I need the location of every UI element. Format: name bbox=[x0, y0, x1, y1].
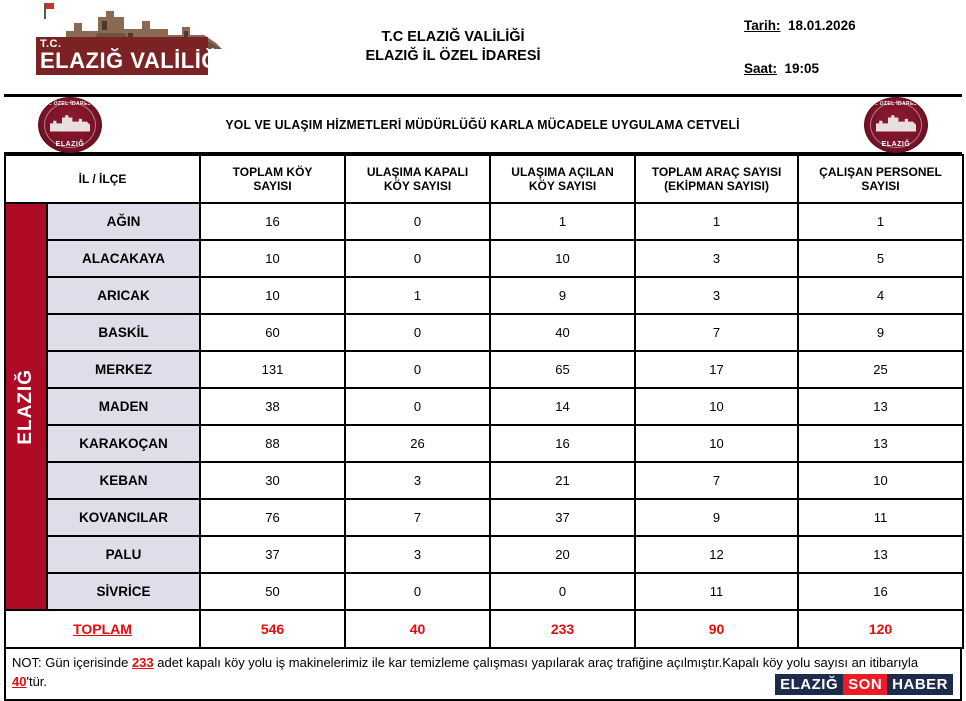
cell-kapali-koy: 0 bbox=[345, 203, 490, 240]
district-name: SİVRİCE bbox=[47, 573, 200, 610]
logo-province-label: ELAZIĞ VALİLİĞİ bbox=[40, 48, 226, 73]
cell-arac: 3 bbox=[635, 277, 798, 314]
cell-personel: 5 bbox=[798, 240, 963, 277]
total-toplam-koy: 546 bbox=[200, 610, 345, 648]
column-header-line2: KÖY SAYISI bbox=[528, 179, 597, 193]
district-name: MADEN bbox=[47, 388, 200, 425]
elazig-son-haber-watermark bbox=[774, 673, 954, 696]
banner-title: YOL VE ULAŞIM HİZMETLERİ MÜDÜRLÜĞÜ KARLA MÜCADELE UYGULAMA CETVELİ bbox=[225, 117, 741, 132]
cell-personel: 11 bbox=[798, 499, 963, 536]
cell-arac: 9 bbox=[635, 499, 798, 536]
cell-toplam-koy: 88 bbox=[200, 425, 345, 462]
cell-acilan-koy: 0 bbox=[490, 573, 635, 610]
table-header-row bbox=[5, 155, 963, 203]
column-header-toplam-arac bbox=[635, 155, 798, 203]
cell-acilan-koy: 9 bbox=[490, 277, 635, 314]
cell-acilan-koy: 21 bbox=[490, 462, 635, 499]
column-header-line2: KÖY SAYISI bbox=[383, 179, 452, 193]
cell-toplam-koy: 60 bbox=[200, 314, 345, 351]
table-row bbox=[5, 462, 963, 499]
cell-toplam-koy: 50 bbox=[200, 573, 345, 610]
total-arac: 90 bbox=[635, 610, 798, 648]
cell-acilan-koy: 37 bbox=[490, 499, 635, 536]
total-personel: 120 bbox=[798, 610, 963, 648]
table-row bbox=[5, 351, 963, 388]
cell-arac: 12 bbox=[635, 536, 798, 573]
note-highlight-opened-count: 233 bbox=[131, 655, 154, 670]
cell-kapali-koy: 0 bbox=[345, 388, 490, 425]
column-header-calisan-personel: ÇALIŞAN PERSONEL SAYISI bbox=[798, 155, 963, 203]
table-row bbox=[5, 573, 963, 610]
cell-toplam-koy: 37 bbox=[200, 536, 345, 573]
column-header-toplam-koy bbox=[200, 155, 345, 203]
valilik-logo bbox=[8, 3, 268, 91]
table-row bbox=[5, 277, 963, 314]
note-text-part3: 'tür. bbox=[26, 674, 48, 689]
table-row bbox=[5, 536, 963, 573]
cell-personel: 13 bbox=[798, 425, 963, 462]
column-header-line2: (EKİPMAN SAYISI) bbox=[664, 179, 769, 193]
cell-kapali-koy: 3 bbox=[345, 536, 490, 573]
cell-toplam-koy: 131 bbox=[200, 351, 345, 388]
time-label: Saat: bbox=[744, 61, 778, 76]
district-name: ALACAKAYA bbox=[47, 240, 200, 277]
cell-personel: 16 bbox=[798, 573, 963, 610]
table-row bbox=[5, 499, 963, 536]
cell-toplam-koy: 10 bbox=[200, 277, 345, 314]
cell-arac: 11 bbox=[635, 573, 798, 610]
header-title bbox=[268, 28, 708, 66]
column-header-line2: SAYISI bbox=[253, 179, 292, 193]
cell-personel: 10 bbox=[798, 462, 963, 499]
district-name: PALU bbox=[47, 536, 200, 573]
table-body bbox=[5, 203, 963, 648]
cell-kapali-koy: 0 bbox=[345, 351, 490, 388]
total-kapali-koy: 40 bbox=[345, 610, 490, 648]
time-row bbox=[744, 60, 958, 77]
cell-acilan-koy: 10 bbox=[490, 240, 635, 277]
district-name: MERKEZ bbox=[47, 351, 200, 388]
cell-acilan-koy: 20 bbox=[490, 536, 635, 573]
date-value: 18.01.2026 bbox=[788, 18, 856, 33]
banner-strip bbox=[4, 94, 962, 154]
column-header-line1: TOPLAM KÖY bbox=[232, 165, 313, 179]
cell-acilan-koy: 1 bbox=[490, 203, 635, 240]
column-header-ulasima-kapali bbox=[345, 155, 490, 203]
column-header-ulasima-acilan bbox=[490, 155, 635, 203]
cell-personel: 13 bbox=[798, 536, 963, 573]
table-row bbox=[5, 425, 963, 462]
column-header-il-ilce: İL / İLÇE bbox=[5, 155, 200, 203]
watermark-seg-haber: HABER bbox=[887, 674, 953, 695]
cell-personel: 1 bbox=[798, 203, 963, 240]
cell-personel: 9 bbox=[798, 314, 963, 351]
cell-kapali-koy: 0 bbox=[345, 314, 490, 351]
district-name: ARICAK bbox=[47, 277, 200, 314]
column-header-line1: ULAŞIMA AÇILAN bbox=[511, 165, 614, 179]
column-header-line1: ULAŞIMA KAPALI bbox=[366, 165, 469, 179]
cell-kapali-koy: 7 bbox=[345, 499, 490, 536]
cell-acilan-koy: 65 bbox=[490, 351, 635, 388]
seal-top-text: İL ÖZEL İDARESİ bbox=[872, 100, 920, 107]
logo-tc-label: T.C. bbox=[40, 38, 62, 50]
column-header-line1: TOPLAM ARAÇ SAYISI bbox=[651, 165, 782, 179]
cell-kapali-koy: 1 bbox=[345, 277, 490, 314]
cell-arac: 7 bbox=[635, 314, 798, 351]
total-acilan-koy: 233 bbox=[490, 610, 635, 648]
cell-personel: 4 bbox=[798, 277, 963, 314]
time-value: 19:05 bbox=[784, 61, 820, 76]
note-text-part1: NOT: Gün içerisinde bbox=[12, 655, 132, 670]
table-row bbox=[5, 203, 963, 240]
table-total-row bbox=[5, 610, 963, 648]
district-name: AĞIN bbox=[47, 203, 200, 240]
date-label: Tarih: bbox=[744, 18, 781, 33]
cell-toplam-koy: 76 bbox=[200, 499, 345, 536]
cell-toplam-koy: 16 bbox=[200, 203, 345, 240]
cell-acilan-koy: 14 bbox=[490, 388, 635, 425]
district-name: BASKİL bbox=[47, 314, 200, 351]
footer-note bbox=[4, 649, 962, 701]
cell-kapali-koy: 0 bbox=[345, 240, 490, 277]
table-head bbox=[5, 155, 963, 203]
seal-bottom-text: ELAZIĞ bbox=[55, 140, 85, 148]
date-row bbox=[744, 17, 958, 34]
watermark-seg-elazig: ELAZIĞ bbox=[775, 674, 843, 695]
cell-kapali-koy: 3 bbox=[345, 462, 490, 499]
valilik-logo-nameplate bbox=[36, 37, 226, 75]
table-row bbox=[5, 314, 963, 351]
il-ozel-idaresi-seal-icon-right bbox=[864, 97, 928, 153]
cell-toplam-koy: 38 bbox=[200, 388, 345, 425]
flag-icon bbox=[46, 3, 54, 9]
cell-arac: 10 bbox=[635, 388, 798, 425]
province-label: ELAZIĞ bbox=[15, 368, 36, 445]
watermark-seg-son: SON bbox=[843, 674, 887, 695]
header-title-line1: T.C ELAZIĞ VALİLİĞİ bbox=[381, 29, 525, 45]
seal-top-text: İL ÖZEL İDARESİ bbox=[46, 100, 94, 107]
district-name: KARAKOÇAN bbox=[47, 425, 200, 462]
cell-arac: 1 bbox=[635, 203, 798, 240]
cell-arac: 17 bbox=[635, 351, 798, 388]
cell-kapali-koy: 0 bbox=[345, 573, 490, 610]
table-row bbox=[5, 388, 963, 425]
cell-acilan-koy: 16 bbox=[490, 425, 635, 462]
header-title-line2: ELAZIĞ İL ÖZEL İDARESİ bbox=[365, 48, 541, 64]
cell-arac: 7 bbox=[635, 462, 798, 499]
cell-kapali-koy: 26 bbox=[345, 425, 490, 462]
cetvel-table-wrap bbox=[4, 154, 962, 649]
note-text-part2: adet kapalı köy yolu iş makinelerimiz ile kar temizleme çalışması yapılarak araç trafiğine açılmıştır.Kapalı köy yolu sayısı an itibarıyla bbox=[153, 655, 919, 670]
il-ozel-idaresi-seal-icon-left bbox=[38, 97, 102, 153]
cell-personel: 25 bbox=[798, 351, 963, 388]
district-name: KEBAN bbox=[47, 462, 200, 499]
cell-arac: 3 bbox=[635, 240, 798, 277]
seal-bottom-text: ELAZIĞ bbox=[881, 140, 911, 148]
total-label: TOPLAM bbox=[5, 610, 200, 648]
note-highlight-closed-count: 40 bbox=[12, 674, 27, 689]
province-band-cell bbox=[5, 203, 47, 610]
karla-mucadele-table bbox=[4, 154, 964, 649]
cell-personel: 13 bbox=[798, 388, 963, 425]
cell-toplam-koy: 10 bbox=[200, 240, 345, 277]
cell-acilan-koy: 40 bbox=[490, 314, 635, 351]
cell-arac: 10 bbox=[635, 425, 798, 462]
table-row bbox=[5, 240, 963, 277]
district-name: KOVANCILAR bbox=[47, 499, 200, 536]
cell-toplam-koy: 30 bbox=[200, 462, 345, 499]
page-header bbox=[0, 0, 966, 94]
date-time-block bbox=[708, 17, 958, 77]
